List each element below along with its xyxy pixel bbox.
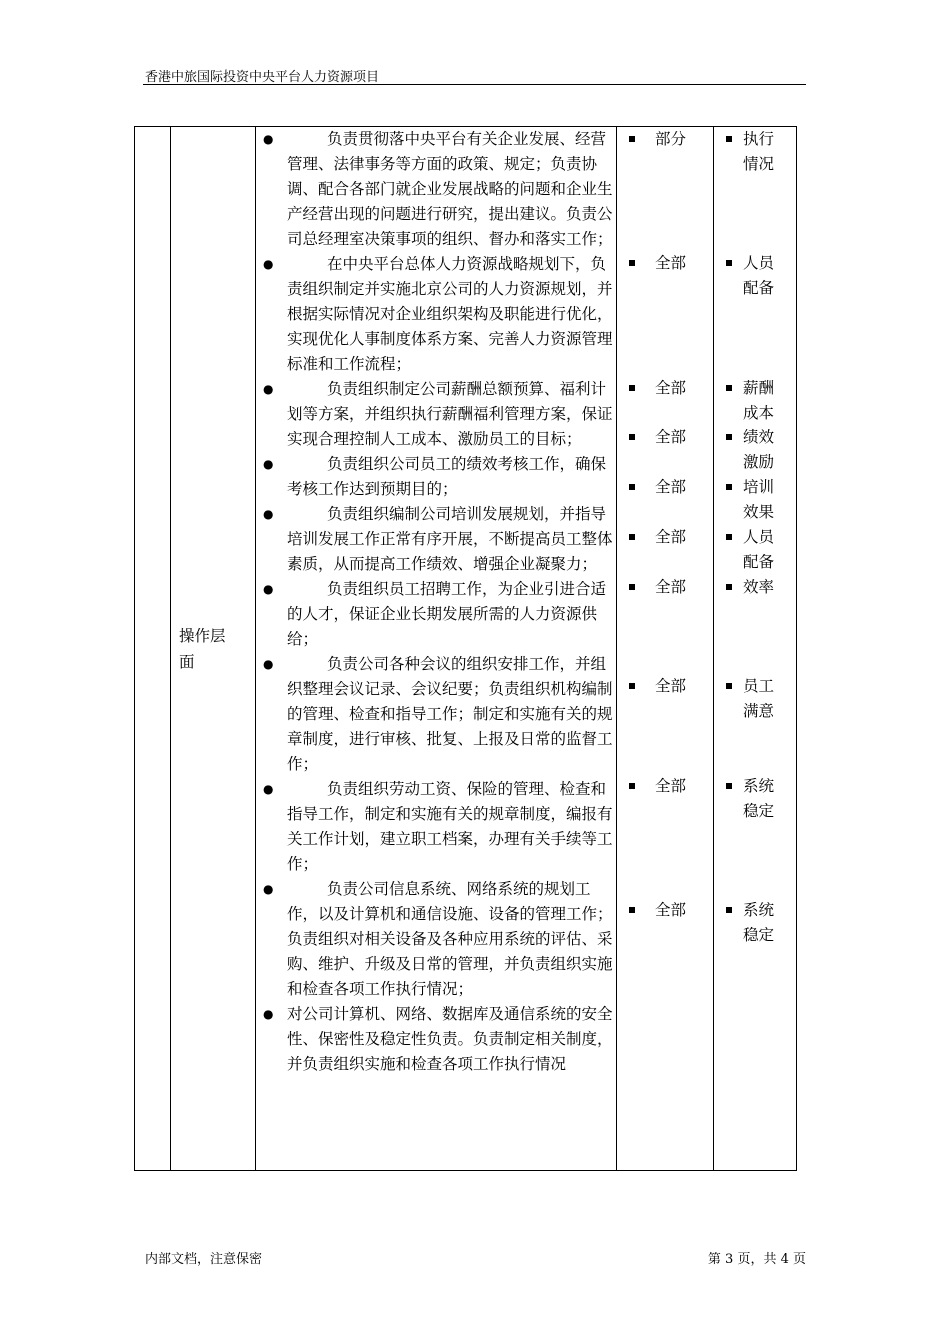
scope-value: 全部 [655, 428, 687, 446]
duty-item [257, 127, 617, 252]
duty-item [257, 1002, 617, 1077]
duty-text: 负责公司各种会议的组织安排工作，并组织整理会议记录、会议纪要；负责组织机构编制的管理、检查和指导工作；制定和实施有关的规章制度，进行审核、批复、上报及日常的监督工作； [287, 655, 613, 773]
measure-value: 薪酬成本 [743, 379, 775, 422]
duty-item [257, 877, 617, 1002]
column-divider [170, 127, 171, 1170]
square-bullet-icon [629, 534, 635, 540]
square-bullet-icon [629, 907, 635, 913]
scope-value: 全部 [655, 677, 687, 695]
duty-item [257, 577, 617, 652]
bullet-icon: ● [263, 132, 274, 146]
square-bullet-icon [629, 136, 635, 142]
duty-text: 负责组织制定公司薪酬总额预算、福利计划等方案，并组织执行薪酬福利管理方案，保证实现合理控制人工成本、激励员工的目标； [287, 380, 613, 448]
measure-value: 人员配备 [743, 528, 775, 571]
footer-confidential: 内部文档，注意保密 [145, 1252, 263, 1267]
measure-value: 培训效果 [743, 478, 775, 521]
square-bullet-icon [726, 484, 732, 490]
square-bullet-icon [726, 260, 732, 266]
duty-text: 负责贯彻落中央平台有关企业发展、经营管理、法律事务等方面的政策、规定；负责协调、配合各部门就企业发展战略的问题和企业生产经营出现的问题进行研究，提出建议。负责公司总经理室决策事项的组织、督办和落实工作； [287, 130, 613, 248]
duty-text: 负责组织公司员工的绩效考核工作，确保考核工作达到预期目的； [287, 455, 607, 498]
bullet-icon: ● [263, 257, 274, 271]
duty-text: 负责公司信息系统、网络系统的规划工作，以及计算机和通信设施、设备的管理工作；负责组织对相关设备及各种应用系统的评估、采购、维护、升级及日常的管理，并负责组织实施和检查各项工作执行情况； [287, 880, 613, 998]
bullet-icon: ● [263, 1007, 274, 1021]
bullet-icon: ● [263, 657, 274, 671]
bullet-icon: ● [263, 457, 274, 471]
square-bullet-icon [726, 584, 732, 590]
duty-item [257, 502, 617, 577]
header-title: 香港中旅国际投资中央平台人力资源项目 [145, 70, 380, 85]
square-bullet-icon [629, 260, 635, 266]
scope-value: 全部 [655, 478, 687, 496]
duty-text: 在中央平台总体人力资源战略规划下，负责组织制定并实施北京公司的人力资源规划，并根据实际情况对企业组织架构及职能进行优化，实现优化人事制度体系方案、完善人力资源管理标准和工作流程； [287, 255, 613, 373]
square-bullet-icon [726, 907, 732, 913]
duty-list [257, 127, 617, 1077]
scope-value: 全部 [655, 578, 687, 596]
bullet-icon: ● [263, 382, 274, 396]
column-divider [255, 127, 256, 1170]
measure-value: 系统稳定 [743, 777, 775, 820]
square-bullet-icon [629, 584, 635, 590]
duty-item [257, 452, 617, 502]
measure-value: 员工满意 [743, 677, 775, 720]
duty-item [257, 252, 617, 377]
duty-text: 负责组织编制公司培训发展规划，并指导培训发展工作正常有序开展，不断提高员工整体素质，从而提高工作绩效、增强企业凝聚力； [287, 505, 613, 573]
square-bullet-icon [726, 534, 732, 540]
scope-value: 部分 [655, 130, 687, 148]
square-bullet-icon [629, 783, 635, 789]
square-bullet-icon [629, 385, 635, 391]
square-bullet-icon [726, 385, 732, 391]
scope-value: 全部 [655, 379, 687, 397]
bullet-icon: ● [263, 782, 274, 796]
duty-item [257, 777, 617, 877]
square-bullet-icon [726, 434, 732, 440]
square-bullet-icon [629, 434, 635, 440]
duty-text: 负责组织员工招聘工作，为企业引进合适的人才，保证企业长期发展所需的人力资源供给； [287, 580, 607, 648]
square-bullet-icon [726, 136, 732, 142]
column-divider [713, 127, 714, 1170]
square-bullet-icon [629, 484, 635, 490]
level-label: 操作层面 [179, 627, 226, 671]
scope-value: 全部 [655, 777, 687, 795]
duty-text: 对公司计算机、网络、数据库及通信系统的安全性、保密性及稳定性负责。负责制定相关制度，并负责组织实施和检查各项工作执行情况 [287, 1005, 613, 1073]
measure-value: 系统稳定 [743, 901, 775, 944]
bullet-icon: ● [263, 882, 274, 896]
measure-value: 执行情况 [743, 130, 775, 173]
responsibility-table [134, 126, 797, 1171]
duty-item [257, 652, 617, 777]
square-bullet-icon [629, 683, 635, 689]
header-rule [143, 84, 806, 85]
measure-value: 效率 [743, 578, 775, 596]
scope-value: 全部 [655, 528, 687, 546]
square-bullet-icon [726, 683, 732, 689]
measure-value: 绩效激励 [743, 428, 775, 471]
footer-page-number: 第 3 页，共 4 页 [707, 1252, 806, 1267]
scope-value: 全部 [655, 254, 687, 272]
square-bullet-icon [726, 783, 732, 789]
scope-value: 全部 [655, 901, 687, 919]
bullet-icon: ● [263, 582, 274, 596]
measure-value: 人员配备 [743, 254, 775, 297]
duty-text: 负责组织劳动工资、保险的管理、检查和指导工作，制定和实施有关的规章制度，编报有关工作计划，建立职工档案，办理有关手续等工作； [287, 780, 613, 873]
bullet-icon: ● [263, 507, 274, 521]
duty-item [257, 377, 617, 452]
